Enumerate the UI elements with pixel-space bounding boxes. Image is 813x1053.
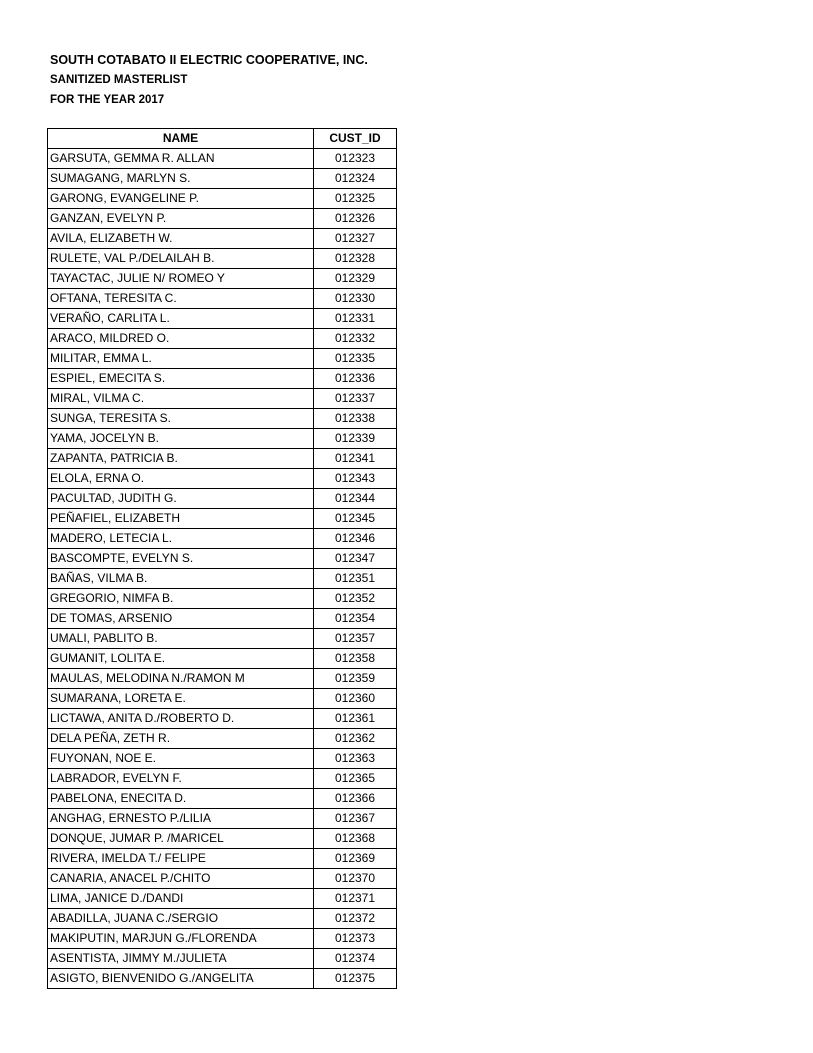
customer-id-cell: 012335 bbox=[314, 349, 397, 369]
table-row bbox=[48, 789, 397, 809]
customer-id-cell: 012331 bbox=[314, 309, 397, 329]
table-row bbox=[48, 669, 397, 689]
customer-id-cell: 012371 bbox=[314, 889, 397, 909]
table-row bbox=[48, 269, 397, 289]
customer-id-cell: 012365 bbox=[314, 769, 397, 789]
table-row bbox=[48, 549, 397, 569]
table-row bbox=[48, 489, 397, 509]
customer-id-cell: 012337 bbox=[314, 389, 397, 409]
customer-id-cell: 012336 bbox=[314, 369, 397, 389]
table-row bbox=[48, 209, 397, 229]
customer-name-cell: LABRADOR, EVELYN F. bbox=[48, 769, 314, 789]
customer-id-cell: 012363 bbox=[314, 749, 397, 769]
table-body bbox=[48, 149, 397, 989]
customer-name-cell: LIMA, JANICE D./DANDI bbox=[48, 889, 314, 909]
table-row bbox=[48, 889, 397, 909]
organization-title: SOUTH COTABATO II ELECTRIC COOPERATIVE, INC. bbox=[50, 53, 368, 67]
customer-name-cell: ESPIEL, EMECITA S. bbox=[48, 369, 314, 389]
table-row bbox=[48, 589, 397, 609]
table-row bbox=[48, 829, 397, 849]
customer-name-cell: RIVERA, IMELDA T./ FELIPE bbox=[48, 849, 314, 869]
table-row bbox=[48, 409, 397, 429]
table-row bbox=[48, 189, 397, 209]
customer-id-cell: 012347 bbox=[314, 549, 397, 569]
table-row bbox=[48, 229, 397, 249]
document-subtitle: SANITIZED MASTERLIST bbox=[50, 74, 188, 86]
customer-name-cell: DELA PEÑA, ZETH R. bbox=[48, 729, 314, 749]
customer-name-cell: PACULTAD, JUDITH G. bbox=[48, 489, 314, 509]
table-row bbox=[48, 509, 397, 529]
table-row bbox=[48, 349, 397, 369]
customer-name-cell: FUYONAN, NOE E. bbox=[48, 749, 314, 769]
customer-name-cell: DE TOMAS, ARSENIO bbox=[48, 609, 314, 629]
customer-name-cell: AVILA, ELIZABETH W. bbox=[48, 229, 314, 249]
column-header-cust-id: CUST_ID bbox=[314, 129, 397, 149]
table-header-row bbox=[48, 129, 397, 149]
customer-id-cell: 012341 bbox=[314, 449, 397, 469]
customer-id-cell: 012358 bbox=[314, 649, 397, 669]
customer-id-cell: 012360 bbox=[314, 689, 397, 709]
table-row bbox=[48, 629, 397, 649]
table-row bbox=[48, 329, 397, 349]
table-row bbox=[48, 849, 397, 869]
table-row bbox=[48, 169, 397, 189]
customer-id-cell: 012351 bbox=[314, 569, 397, 589]
table-row bbox=[48, 309, 397, 329]
customer-id-cell: 012361 bbox=[314, 709, 397, 729]
customer-id-cell: 012330 bbox=[314, 289, 397, 309]
customer-id-cell: 012354 bbox=[314, 609, 397, 629]
document-year: FOR THE YEAR 2017 bbox=[50, 94, 165, 106]
table-row bbox=[48, 369, 397, 389]
customer-name-cell: VERAÑO, CARLITA L. bbox=[48, 309, 314, 329]
customer-id-cell: 012370 bbox=[314, 869, 397, 889]
customer-name-cell: PEÑAFIEL, ELIZABETH bbox=[48, 509, 314, 529]
table-row bbox=[48, 809, 397, 829]
table-row bbox=[48, 769, 397, 789]
table-row bbox=[48, 469, 397, 489]
table-row bbox=[48, 649, 397, 669]
table-row bbox=[48, 609, 397, 629]
customer-name-cell: MADERO, LETECIA L. bbox=[48, 529, 314, 549]
table-row bbox=[48, 569, 397, 589]
table-row bbox=[48, 909, 397, 929]
table-row bbox=[48, 749, 397, 769]
table-row bbox=[48, 929, 397, 949]
table-row bbox=[48, 449, 397, 469]
customer-name-cell: MAULAS, MELODINA N./RAMON M bbox=[48, 669, 314, 689]
table-row bbox=[48, 969, 397, 989]
customer-id-cell: 012368 bbox=[314, 829, 397, 849]
table-row bbox=[48, 729, 397, 749]
customer-id-cell: 012352 bbox=[314, 589, 397, 609]
customer-id-cell: 012323 bbox=[314, 149, 397, 169]
customer-name-cell: YAMA, JOCELYN B. bbox=[48, 429, 314, 449]
customer-id-cell: 012359 bbox=[314, 669, 397, 689]
customer-name-cell: TAYACTAC, JULIE N/ ROMEO Y bbox=[48, 269, 314, 289]
customer-id-cell: 012367 bbox=[314, 809, 397, 829]
table-row bbox=[48, 949, 397, 969]
customer-name-cell: ASENTISTA, JIMMY M./JULIETA bbox=[48, 949, 314, 969]
customer-name-cell: ASIGTO, BIENVENIDO G./ANGELITA bbox=[48, 969, 314, 989]
customer-name-cell: GARSUTA, GEMMA R. ALLAN bbox=[48, 149, 314, 169]
table-row bbox=[48, 709, 397, 729]
table-row bbox=[48, 249, 397, 269]
customer-id-cell: 012329 bbox=[314, 269, 397, 289]
customer-name-cell: BASCOMPTE, EVELYN S. bbox=[48, 549, 314, 569]
customer-id-cell: 012328 bbox=[314, 249, 397, 269]
customer-name-cell: BAÑAS, VILMA B. bbox=[48, 569, 314, 589]
table-row bbox=[48, 289, 397, 309]
customer-id-cell: 012372 bbox=[314, 909, 397, 929]
customer-name-cell: ARACO, MILDRED O. bbox=[48, 329, 314, 349]
customer-id-cell: 012345 bbox=[314, 509, 397, 529]
customer-name-cell: GARONG, EVANGELINE P. bbox=[48, 189, 314, 209]
customer-name-cell: ELOLA, ERNA O. bbox=[48, 469, 314, 489]
customer-name-cell: ABADILLA, JUANA C./SERGIO bbox=[48, 909, 314, 929]
customer-id-cell: 012325 bbox=[314, 189, 397, 209]
table-row bbox=[48, 689, 397, 709]
table-row bbox=[48, 389, 397, 409]
customer-id-cell: 012339 bbox=[314, 429, 397, 449]
customer-name-cell: LICTAWA, ANITA D./ROBERTO D. bbox=[48, 709, 314, 729]
customer-id-cell: 012346 bbox=[314, 529, 397, 549]
customer-name-cell: OFTANA, TERESITA C. bbox=[48, 289, 314, 309]
customer-name-cell: GUMANIT, LOLITA E. bbox=[48, 649, 314, 669]
customer-id-cell: 012338 bbox=[314, 409, 397, 429]
customer-id-cell: 012332 bbox=[314, 329, 397, 349]
customer-id-cell: 012327 bbox=[314, 229, 397, 249]
table-row bbox=[48, 429, 397, 449]
customer-id-cell: 012375 bbox=[314, 969, 397, 989]
customer-name-cell: ANGHAG, ERNESTO P./LILIA bbox=[48, 809, 314, 829]
document-header bbox=[50, 50, 368, 110]
customer-name-cell: DONQUE, JUMAR P. /MARICEL bbox=[48, 829, 314, 849]
customer-name-cell: ZAPANTA, PATRICIA B. bbox=[48, 449, 314, 469]
customer-name-cell: GANZAN, EVELYN P. bbox=[48, 209, 314, 229]
customer-id-cell: 012369 bbox=[314, 849, 397, 869]
masterlist-table bbox=[47, 128, 397, 989]
customer-id-cell: 012344 bbox=[314, 489, 397, 509]
column-header-name: NAME bbox=[48, 129, 314, 149]
customer-id-cell: 012362 bbox=[314, 729, 397, 749]
customer-id-cell: 012326 bbox=[314, 209, 397, 229]
customer-name-cell: UMALI, PABLITO B. bbox=[48, 629, 314, 649]
table-row bbox=[48, 149, 397, 169]
customer-id-cell: 012357 bbox=[314, 629, 397, 649]
customer-id-cell: 012366 bbox=[314, 789, 397, 809]
table-row bbox=[48, 529, 397, 549]
customer-name-cell: RULETE, VAL P./DELAILAH B. bbox=[48, 249, 314, 269]
customer-name-cell: PABELONA, ENECITA D. bbox=[48, 789, 314, 809]
customer-name-cell: MAKIPUTIN, MARJUN G./FLORENDA bbox=[48, 929, 314, 949]
customer-name-cell: MILITAR, EMMA L. bbox=[48, 349, 314, 369]
customer-name-cell: GREGORIO, NIMFA B. bbox=[48, 589, 314, 609]
table-row bbox=[48, 869, 397, 889]
customer-name-cell: SUMAGANG, MARLYN S. bbox=[48, 169, 314, 189]
customer-name-cell: MIRAL, VILMA C. bbox=[48, 389, 314, 409]
customer-id-cell: 012374 bbox=[314, 949, 397, 969]
customer-name-cell: SUNGA, TERESITA S. bbox=[48, 409, 314, 429]
customer-id-cell: 012343 bbox=[314, 469, 397, 489]
customer-id-cell: 012373 bbox=[314, 929, 397, 949]
customer-name-cell: SUMARANA, LORETA E. bbox=[48, 689, 314, 709]
customer-name-cell: CANARIA, ANACEL P./CHITO bbox=[48, 869, 314, 889]
customer-id-cell: 012324 bbox=[314, 169, 397, 189]
